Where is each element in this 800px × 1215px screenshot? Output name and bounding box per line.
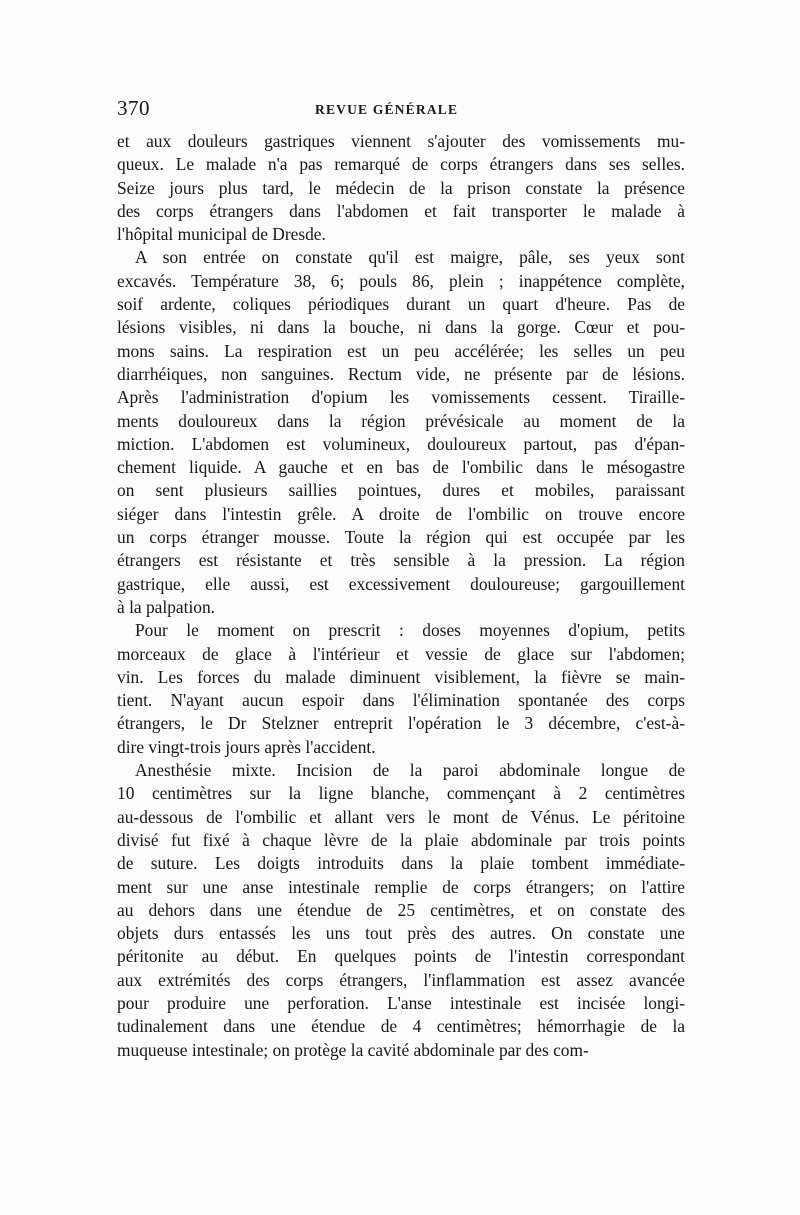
paragraph	[117, 246, 685, 619]
text-line: ments douloureux dans la région prévésicale au moment de la	[117, 410, 685, 431]
body-text	[117, 130, 685, 1062]
text-line: divisé fut fixé à chaque lèvre de la plaie abdominale par trois points	[117, 829, 685, 850]
text-line: péritonite au début. En quelques points de l'intestin correspondant	[117, 946, 685, 967]
text-line: gastrique, elle aussi, est excessivement douloureuse; gargouillement	[117, 573, 685, 594]
text-line: 10 centimètres sur la ligne blanche, commençant à 2 centimètres	[117, 783, 685, 804]
text-line: chement liquide. A gauche et en bas de l'ombilic dans le mésogastre	[117, 457, 685, 478]
text-line: au-dessous de l'ombilic et allant vers le mont de Vénus. Le péritoine	[117, 806, 685, 827]
text-line: excavés. Température 38, 6; pouls 86, plein ; inappétence complète,	[117, 270, 685, 291]
text-line: Après l'administration d'opium les vomissements cessent. Tiraille-	[117, 387, 685, 408]
text-line: de suture. Les doigts introduits dans la plaie tombent immédiate-	[117, 853, 685, 874]
text-line: Pour le moment on prescrit : doses moyennes d'opium, petits	[135, 620, 685, 641]
text-line: morceaux de glace à l'intérieur et vessie de glace sur l'abdomen;	[117, 643, 685, 664]
text-line: objets durs entassés les uns tout près des autres. On constate une	[117, 923, 685, 944]
text-line: tient. N'ayant aucun espoir dans l'élimination spontanée des corps	[117, 690, 685, 711]
paragraph	[117, 759, 685, 1062]
text-line: étrangers est résistante et très sensible à la pression. La région	[117, 550, 685, 571]
paragraph	[117, 130, 685, 246]
text-line: au dehors dans une étendue de 25 centimètres, et on constate des	[117, 899, 685, 920]
text-line: muqueuse intestinale; on protège la cavité abdominale par des com-	[117, 1039, 589, 1060]
text-line: des corps étrangers dans l'abdomen et fait transporter le malade à	[117, 200, 685, 221]
text-line: pour produire une perforation. L'anse intestinale est incisée longi-	[117, 992, 685, 1013]
text-line: mons sains. La respiration est un peu accélérée; les selles un peu	[117, 340, 685, 361]
text-line: Seize jours plus tard, le médecin de la prison constate la présence	[117, 177, 685, 198]
text-line: A son entrée on constate qu'il est maigre, pâle, ses yeux sont	[135, 247, 685, 268]
text-line: l'hôpital municipal de Dresde.	[117, 224, 326, 245]
text-line: diarrhéiques, non sanguines. Rectum vide, ne présente par de lésions.	[117, 363, 685, 384]
text-line: lésions visibles, ni dans la bouche, ni dans la gorge. Cœur et pou-	[117, 317, 685, 338]
text-line: aux extrémités des corps étrangers, l'inflammation est assez avancée	[117, 969, 685, 990]
text-line: queux. Le malade n'a pas remarqué de corps étrangers dans ses selles.	[117, 154, 685, 175]
paragraph	[117, 619, 685, 759]
running-head	[117, 96, 687, 120]
text-line: siéger dans l'intestin grêle. A droite de l'ombilic on trouve encore	[117, 503, 685, 524]
text-line: miction. L'abdomen est volumineux, douloureux partout, pas d'épan-	[117, 433, 685, 454]
text-line: à la palpation.	[117, 596, 216, 617]
text-line: tudinalement dans une étendue de 4 centimètres; hémorrhagie de la	[117, 1016, 685, 1037]
text-line: un corps étranger mousse. Toute la région qui est occupée par les	[117, 527, 685, 548]
text-line: vin. Les forces du malade diminuent visiblement, la fièvre se main-	[117, 666, 685, 687]
text-line: soif ardente, coliques périodiques durant un quart d'heure. Pas de	[117, 294, 685, 315]
text-line: dire vingt-trois jours après l'accident.	[117, 736, 376, 757]
text-line: Anesthésie mixte. Incision de la paroi abdominale longue de	[135, 760, 685, 781]
text-line: et aux douleurs gastriques viennent s'ajouter des vomissements mu-	[117, 131, 685, 151]
text-line: étrangers, le Dr Stelzner entreprit l'opération le 3 décembre, c'est-à-	[117, 713, 685, 734]
journal-title: REVUE GÉNÉRALE	[315, 102, 459, 117]
text-line: on sent plusieurs saillies pointues, dures et mobiles, paraissant	[117, 480, 685, 501]
text-line: ment sur une anse intestinale remplie de corps étrangers; on l'attire	[117, 876, 685, 897]
page-number: 370	[117, 96, 150, 120]
